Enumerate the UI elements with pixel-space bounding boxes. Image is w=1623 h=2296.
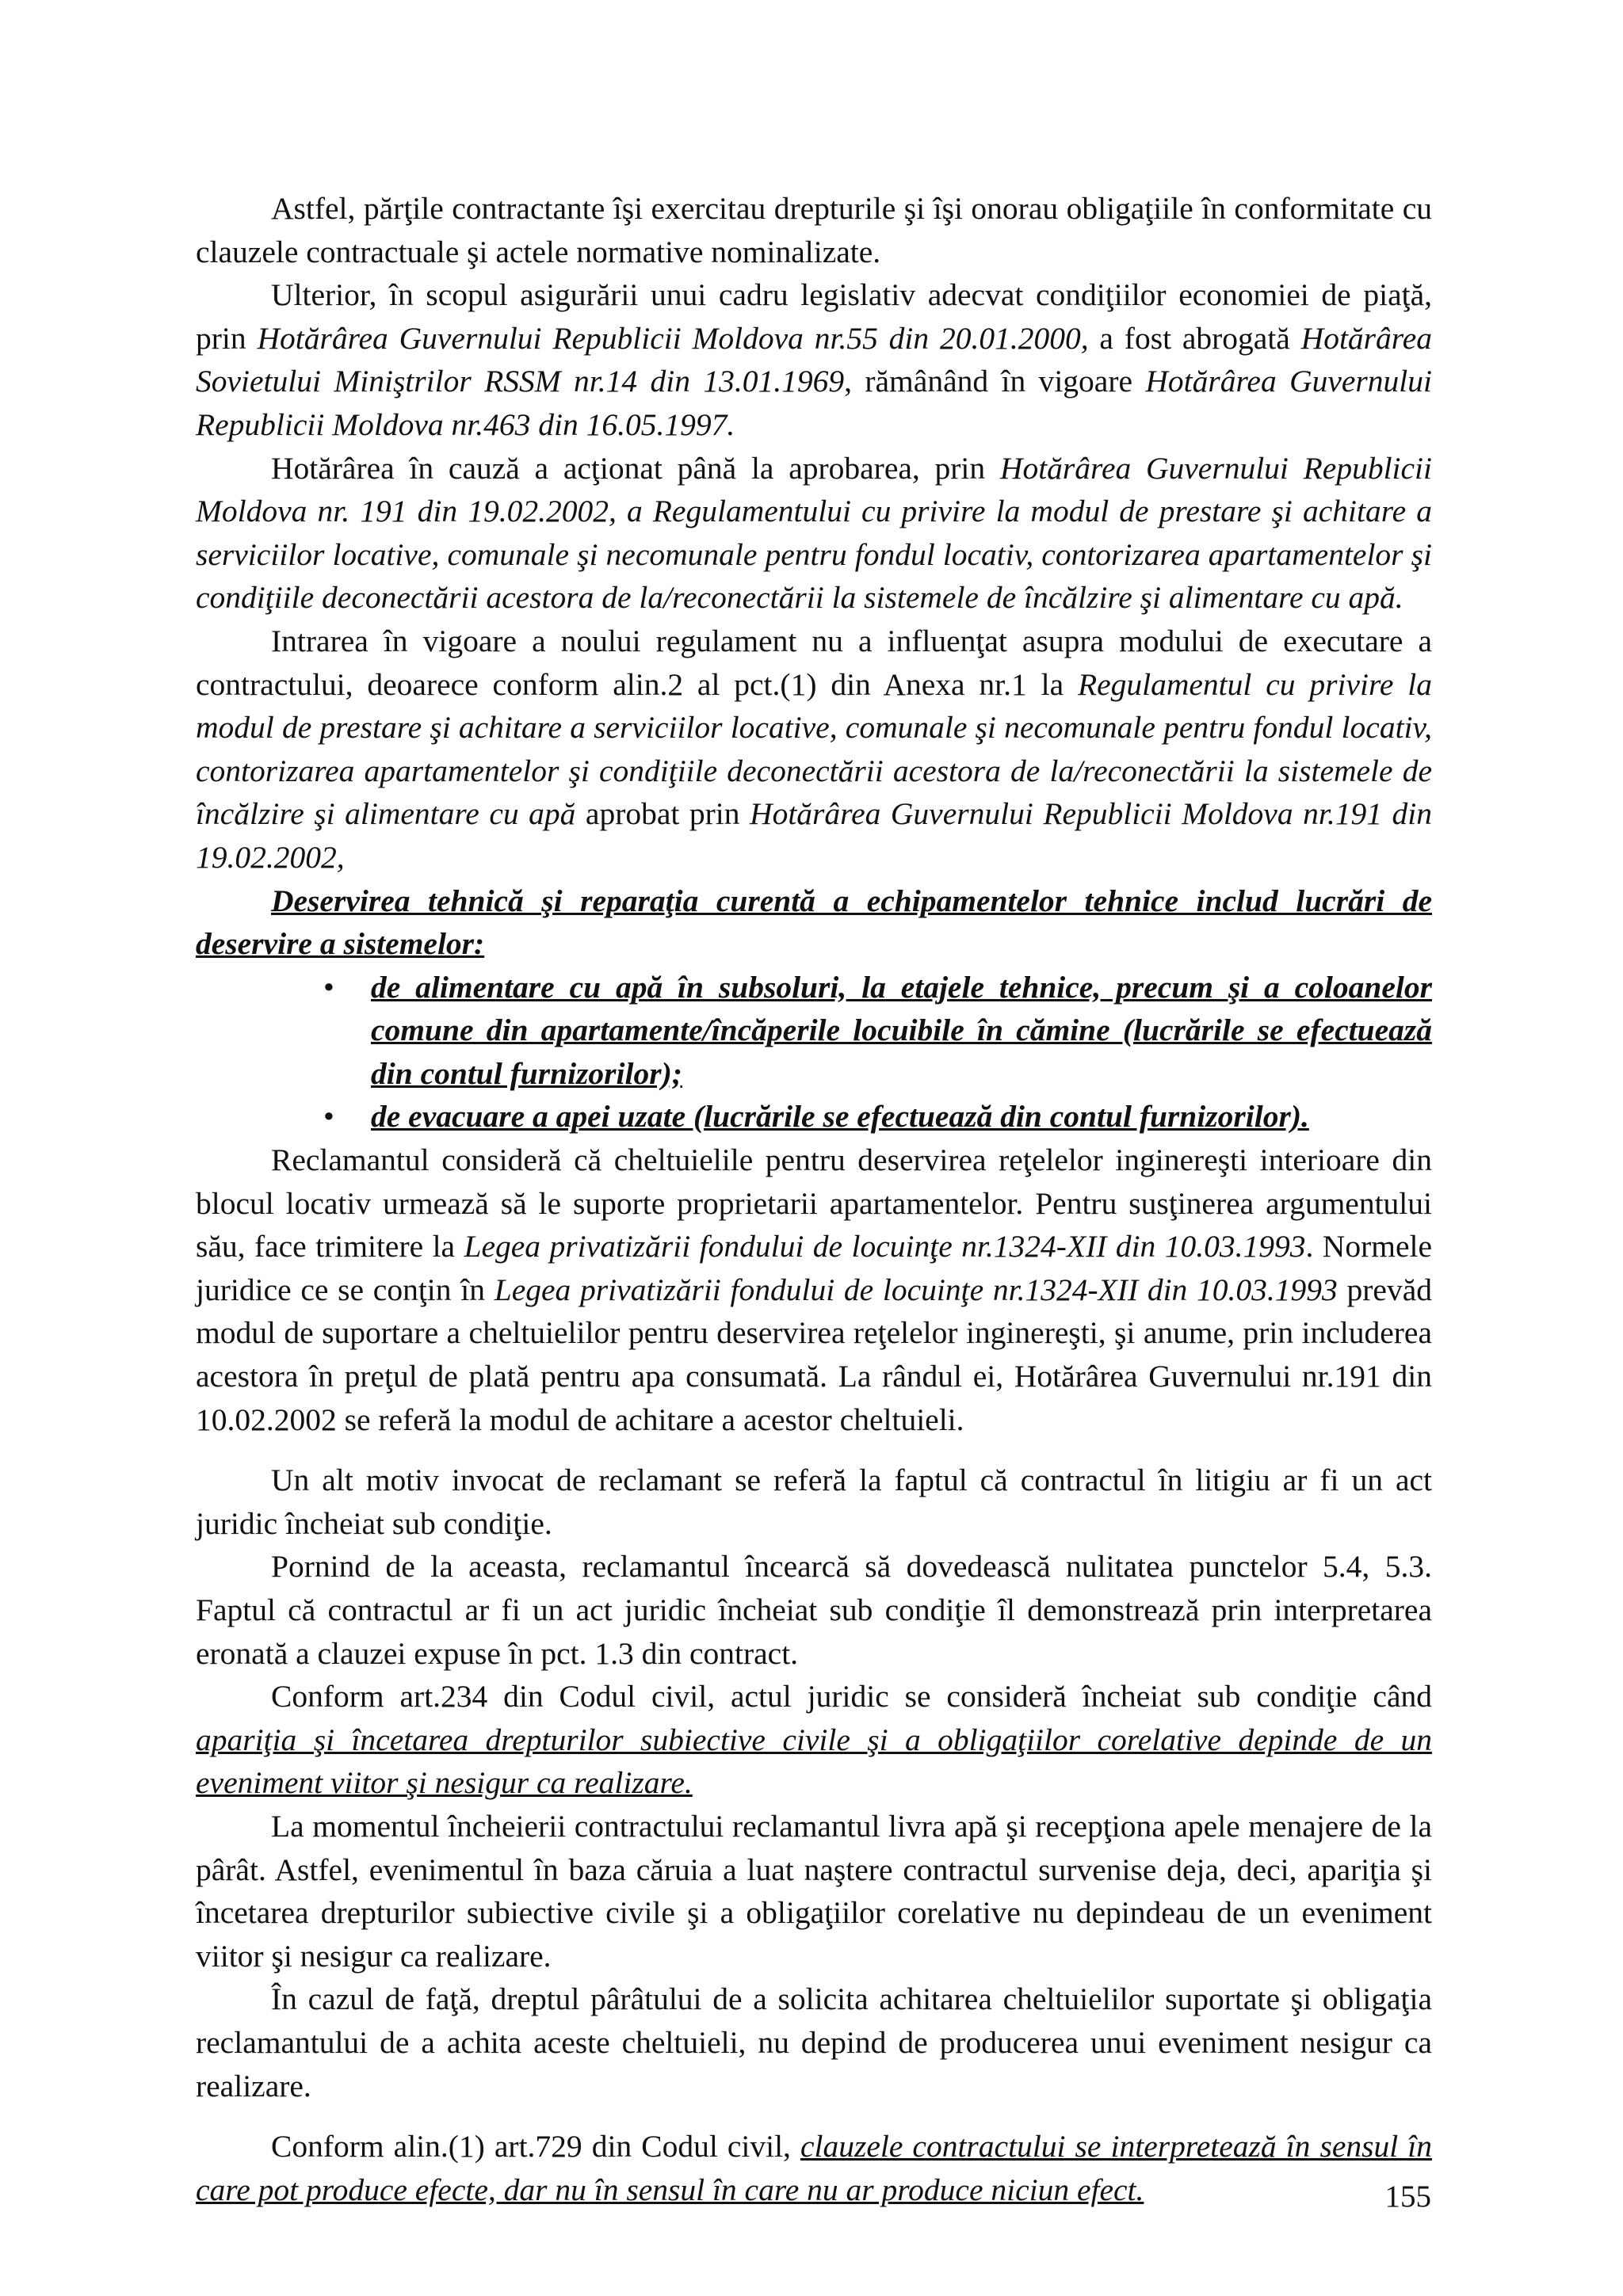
paragraph-11 — [196, 1978, 1432, 2107]
paragraph-10-text: La momentul încheierii contractului reclamantul livra apă şi recepţiona apele menajere de la pârât. Astfel, evenimentul în baza căruia a luat naştere contractul survenise deja, deci, apariţia şi încetarea drepturilor subiective civile şi a obligaţiilor corelative nu depindeau de un eveniment viitor şi nesigur ca realizare. — [196, 1808, 1432, 1974]
bullet-list — [196, 966, 1432, 1138]
paragraph-1-text: Astfel, părţile contractante îşi exercitau drepturile şi îşi onorau obligaţiile în conformitate cu clauzele contractuale şi actele normative nominalizate. — [196, 191, 1432, 269]
bullet-item-2-text: de evacuare a apei uzate (lucrările se efectuează din contul furnizorilor). — [371, 1099, 1309, 1135]
paragraph-1 — [196, 187, 1432, 273]
bullet-icon: • — [323, 969, 334, 1005]
paragraph-5-emphasis — [196, 879, 1432, 966]
paragraph-2-citation-hg-463: Hotărârea Guvernului Republicii Moldova nr.463 din 16.05.1997. — [196, 364, 1433, 442]
paragraph-8 — [196, 1545, 1432, 1675]
paragraph-9-text-1: Conform art.234 din Codul civil, actul juridic se consideră încheiat sub condiţie când — [271, 1679, 1432, 1714]
bullet-item-2 — [323, 1095, 1432, 1138]
paragraph-11-text: În cazul de faţă, dreptul pârâtului de a solicita achitarea cheltuielilor suportate şi obligaţia reclamantului de a achita aceste cheltuieli, nu depind de producerea unui eveniment nesigur ca realizare. — [196, 1981, 1432, 2103]
paragraph-6-text-2: . Normele juridice ce se conţin în — [196, 1229, 1432, 1307]
paragraph-2-text-3: , rămânând în vigoare — [844, 364, 1146, 399]
paragraph-3-citation-hg-191: Hotărârea Guvernului Republicii Moldova nr. 191 din 19.02.2002, a Regulamentului cu privire la modul de prestare şi achitare a serviciilor locative, comunale şi necomunale pentru fondul locativ, contorizarea apartamentelor şi condiţiile deconectării acestora de la/reconectării la sistemele de încălzire şi alimentare cu apă. — [196, 450, 1432, 616]
bullet-item-1 — [323, 966, 1432, 1096]
paragraph-7 — [196, 1459, 1432, 1545]
paragraph-3 — [196, 447, 1432, 620]
document-body — [196, 187, 1432, 2211]
paragraph-7-text: Un alt motiv invocat de reclamant se referă la faptul că contractul în litigiu ar fi un act juridic încheiat sub condiţie. — [196, 1463, 1432, 1541]
paragraph-5-text: Deservirea tehnică şi reparaţia curentă a echipamentelor tehnice includ lucrări de deservire a sistemelor: — [196, 883, 1432, 962]
paragraph-12-quote-art-729: clauzele contractului se interpretează în sensul în care pot produce efecte, dar nu în sensul în care nu ar produce niciun efect. — [196, 2129, 1432, 2207]
paragraph-6-text-3: prevăd modul de suportare a cheltuielilor pentru deservirea reţelelor inginereşti, şi anume, prin includerea acestora în preţul de plată pentru apa consumată. La rândul ei, Hotărârea Guvernului nr.191 din 10.02.2002 se referă la modul de achitare a acestor cheltuieli. — [196, 1272, 1432, 1437]
paragraph-3-text-1: Hotărârea în cauză a acţionat până la aprobarea, prin — [271, 450, 1000, 486]
paragraph-12 — [196, 2125, 1432, 2211]
paragraph-2-text-1: Ulterior, în scopul asigurării unui cadru legislativ adecvat condiţiilor economiei de piaţă, prin — [196, 277, 1432, 356]
paragraph-4-citation-hg-191: Hotărârea Guvernului Republicii Moldova nr.191 din 19.02.2002, — [196, 796, 1432, 875]
paragraph-6-text-1: Reclamantul consideră că cheltuielile pentru deservirea reţelelor inginereşti interioare din blocul locativ urmează să le suporte proprietarii apartamentelor. Pentru susţinerea argumentului său, face trimitere la — [196, 1142, 1432, 1264]
paragraph-10 — [196, 1805, 1432, 1978]
paragraph-2-citation-rssm-14: Hotărârea Sovietului Miniştrilor RSSM nr.14 din 13.01.1969 — [196, 320, 1432, 399]
paragraph-9 — [196, 1675, 1432, 1805]
paragraph-4-citation-regulament: Regulamentul cu privire la modul de prestare şi achitare a serviciilor locative, comunale şi necomunale pentru fondul locativ, contorizarea apartamentelor şi condiţiile deconectării acestora de la/reconectării la sistemele de încălzire şi alimentare cu apă — [196, 666, 1432, 832]
paragraph-4-text-2: aprobat prin — [575, 796, 750, 832]
paragraph-6-citation-lege-1: Legea privatizării fondului de locuinţe nr.1324-XII din 10.03.1993 — [464, 1229, 1306, 1264]
paragraph-2-text-2: a fost abrogată — [1088, 320, 1301, 356]
paragraph-12-text-1: Conform alin.(1) art.729 din Codul civil, — [271, 2129, 800, 2164]
paragraph-8-text: Pornind de la aceasta, reclamantul încearcă să dovedească nulitatea punctelor 5.4, 5.3. Faptul că contractul ar fi un act juridic încheiat sub condiţie îl demonstrează prin interpretarea eronată a clauzei expuse în pct. 1.3 din contract. — [196, 1549, 1432, 1671]
paragraph-9-quote-art-234: apariţia şi încetarea drepturilor subiective civile şi a obligaţiilor corelative depinde de un eveniment viitor şi nesigur ca realizare. — [196, 1722, 1432, 1801]
paragraph-2-citation-hg-55: Hotărârea Guvernului Republicii Moldova nr.55 din 20.01.2000, — [257, 320, 1089, 356]
page-number: 155 — [1384, 2180, 1431, 2214]
paragraph-4-text-1: Intrarea în vigoare a noului regulament nu a influenţat asupra modului de executare a contractului, deoarece conform alin.2 al pct.(1) din Anexa nr.1 la — [196, 623, 1432, 702]
bullet-icon: • — [323, 1099, 334, 1135]
paragraph-6-citation-lege-2: Legea privatizării fondului de locuinţe nr.1324-XII din 10.03.1993 — [494, 1272, 1338, 1307]
paragraph-2 — [196, 273, 1432, 446]
bullet-item-1-text: de alimentare cu apă în subsoluri, la etajele tehnice, precum şi a coloanelor comune din apartamente/încăperile locuibile în cămine (lucrările se efectuează din contul furnizorilor); — [371, 969, 1432, 1091]
paragraph-4 — [196, 620, 1432, 879]
paragraph-6 — [196, 1138, 1432, 1441]
